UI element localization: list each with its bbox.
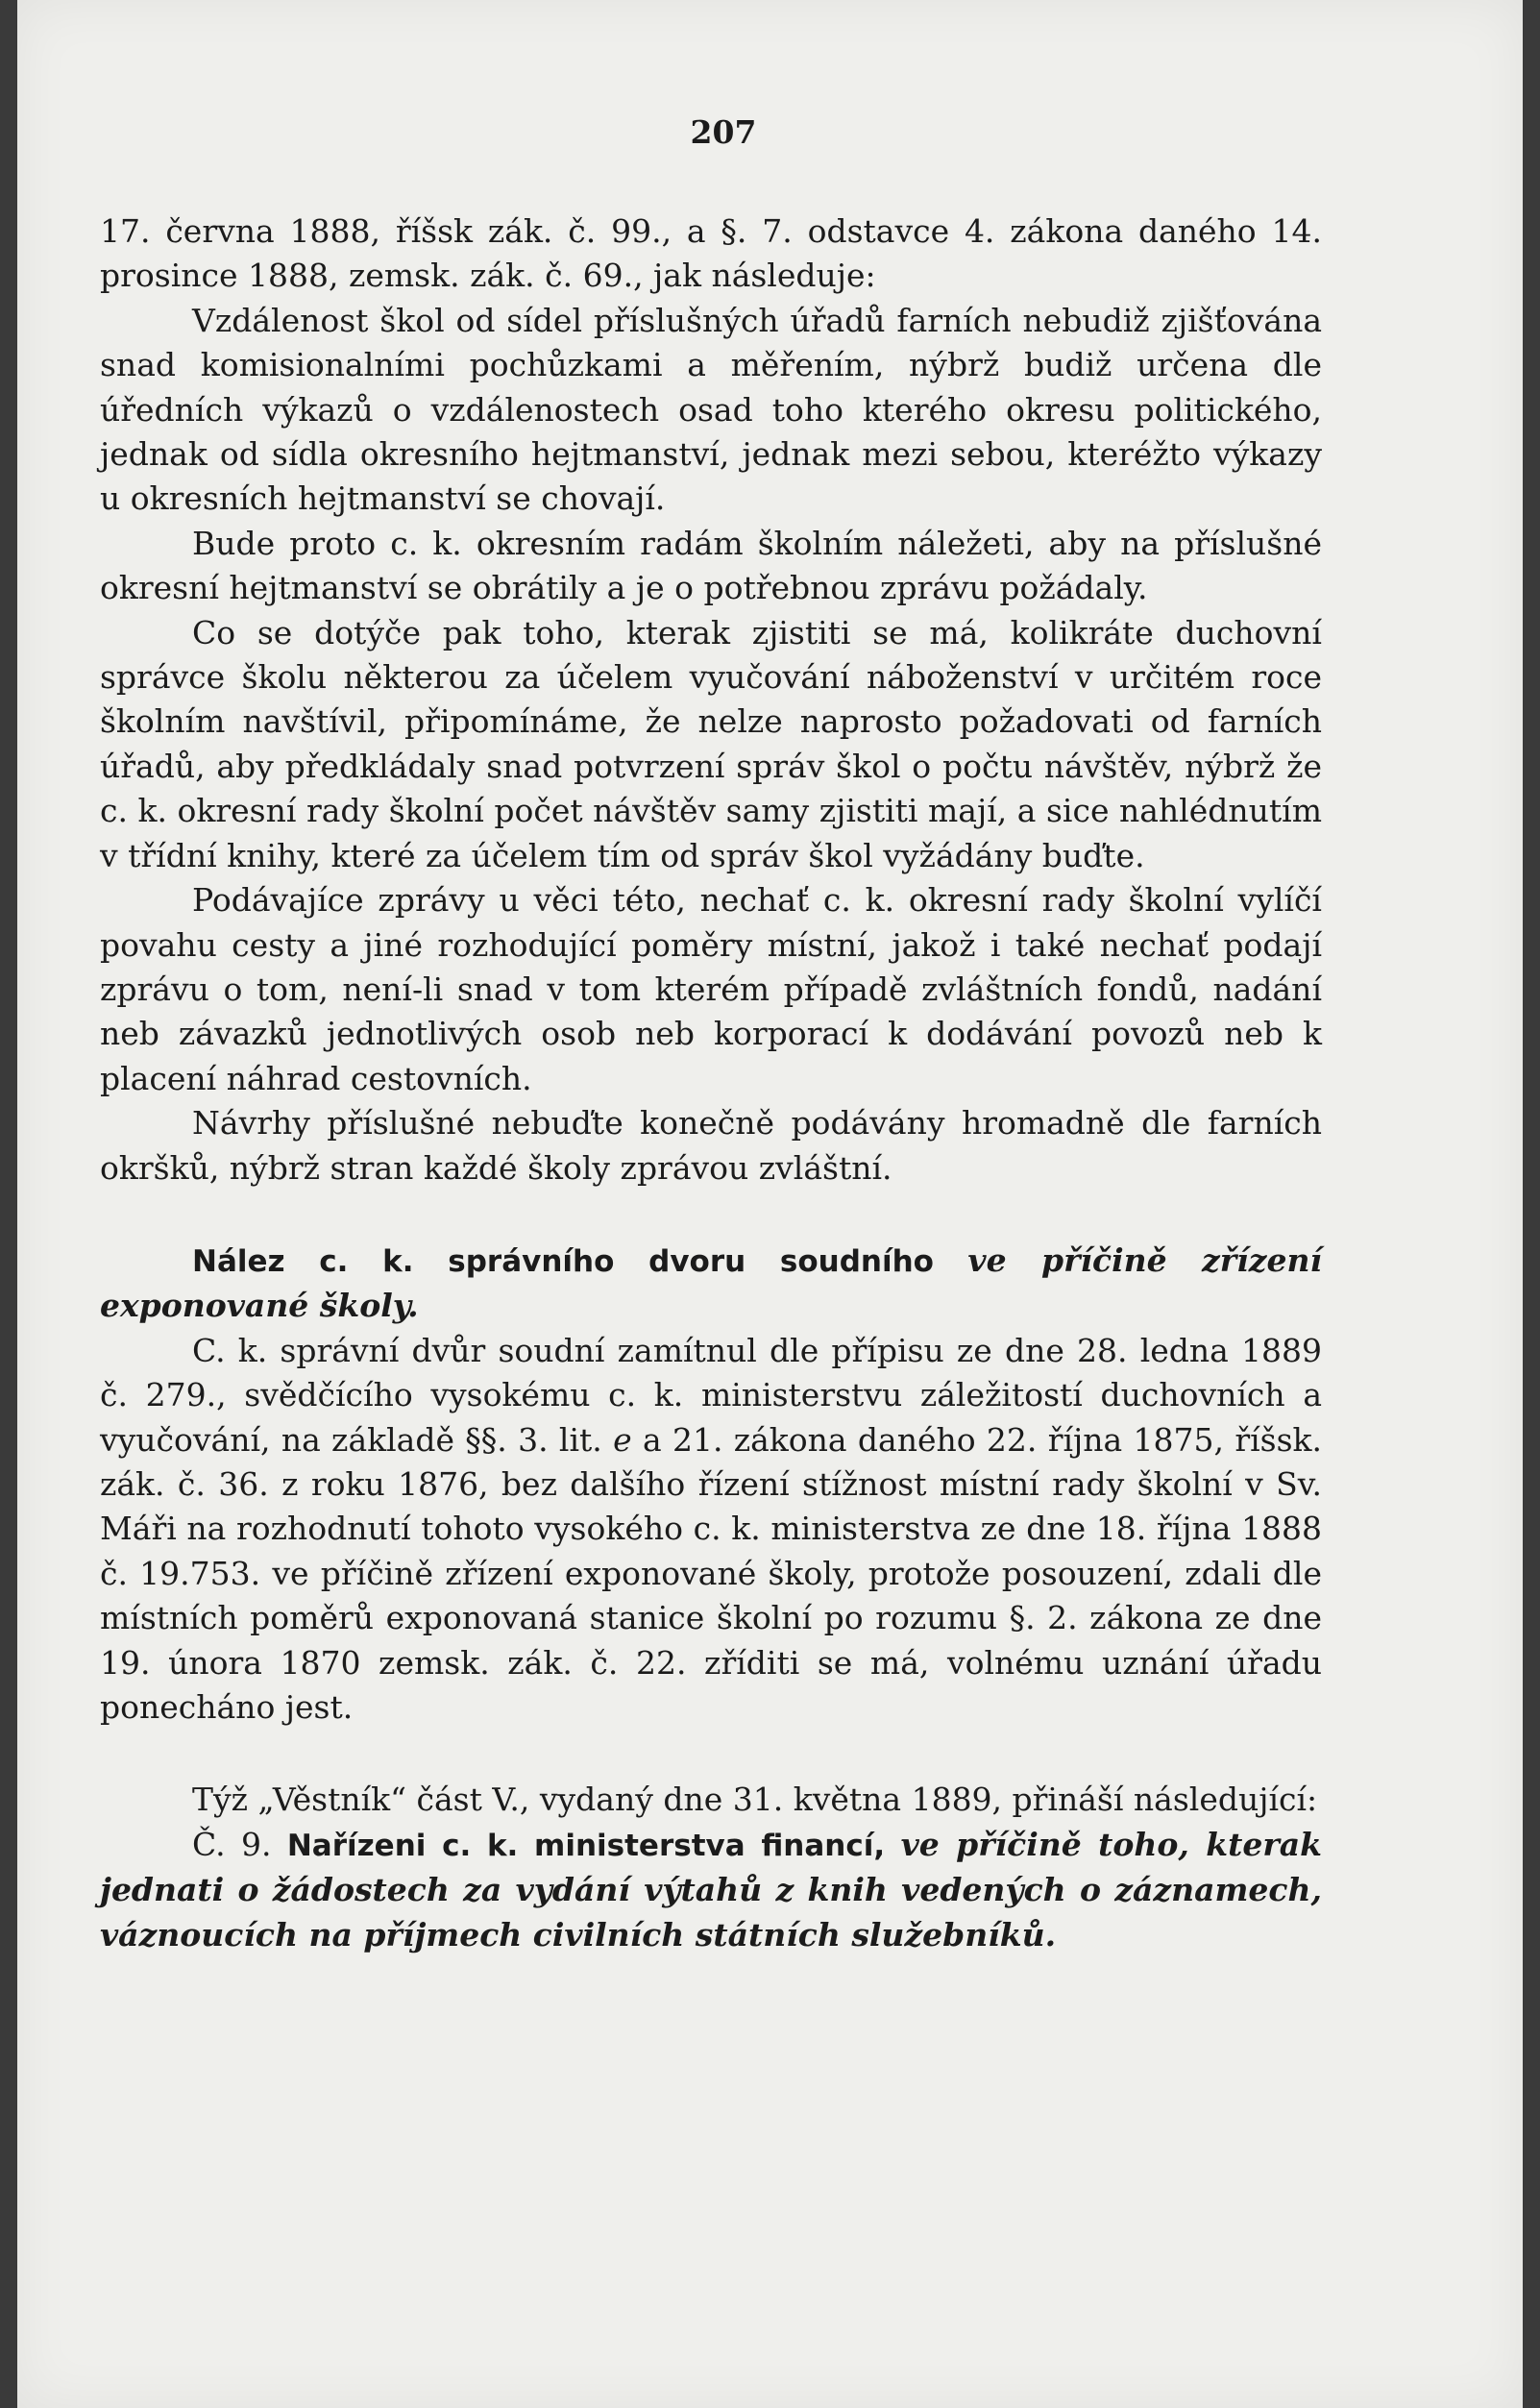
text-segment: a 21. zákona daného 22. října 1875, říšsk. zák. č. 36. z roku 1876, bez dalšího řízení stížnost místní rady školní v Sv. Máři na rozhodnutí tohoto vysokého c. k. ministerstva ze dne 18. října 1888 č. 19.753. ve příčině zřízení exponované školy, protože posouzení, zdali dle místních poměrů exponovaná stanice školní po rozumu §. 2. zákona ze dne 19. února 1870 zemsk. zák. č. 22. zříditi se má, volnému uznání úřadu ponecháno jest. (100, 1420, 1323, 1726)
heading-bold-text: Nález c. k. správního dvoru soudního (192, 1243, 934, 1279)
heading-italic-text: ve příčině toho, kterak jednati o žádostech za vydání výtahů z knih vedených o záznamech, váznoucích na příjmech civilních státních služebníků. (100, 1825, 1323, 1953)
section-heading (100, 1239, 1322, 1329)
paragraph (100, 1329, 1322, 1731)
paragraph: 17. června 1888, říšsk zák. č. 99., a §. 7. odstavce 4. zákona daného 14. prosince 1888, zemsk. zák. č. 69., jak následuje: (100, 212, 1322, 295)
page-number: 207 (690, 113, 757, 151)
paragraph: Co se dotýče pak toho, kterak zjistiti se má, kolikráte duchovní správce školu některou za účelem vyučování náboženství v určitém roce školním navštívil, připomínáme, že nelze naprosto požadovati od farních úřadů, aby předkládaly snad potvrzení správ škol o počtu návštěv, nýbrž že c. k. okresní rady školní počet návštěv samy zjistiti mají, a sice nahlédnutím v třídní knihy, které za účelem tím od správ škol vyžádány buďte. (100, 613, 1322, 874)
section-heading (100, 1823, 1322, 1957)
paragraph: Týž „Věstník“ část V., vydaný dne 31. května 1889, přináší následující: (192, 1781, 1318, 1819)
paragraph: Podávajíce zprávy u věci této, nechať c. k. okresní rady školní vylíčí povahu cesty a jiné rozhodující poměry místní, jakož i také nechať podají zprávu o tom, není-li snad v tom kterém případě zvláštních fondů, nadání neb závazků jednotlivých osob neb korporací k dodávání povozů neb k placení náhrad cestovních. (100, 881, 1322, 1097)
paragraph: Vzdálenost škol od sídel příslušných úřadů farních nebudiž zjišťována snad komisionalními pochůzkami a měřením, nýbrž budiž určena dle úředních výkazů o vzdálenostech osad toho kterého okresu politického, jednak od sídla okresního hejtmanství, jednak mezi sebou, kteréžto výkazy u okresních hejtmanství se chovají. (100, 301, 1322, 518)
heading-bold-text: Nařízeni c. k. ministerstva financí, (286, 1828, 886, 1863)
document-body (100, 209, 1322, 1957)
document-page (17, 0, 1523, 2408)
paragraph: Návrhy příslušné nebuďte konečně podávány hromadně dle farních okršků, nýbrž stran každé školy zprávou zvláštní. (100, 1104, 1322, 1187)
text-segment: C. k. správní dvůr soudní zamítnul dle přípisu ze dne 28. ledna 1889 č. 279., svědčícího vysokému c. k. ministerstvu záležitostí duchovních a vyučování, na základě §§. 3. lit. (100, 1331, 1322, 1459)
text-segment-italic: e (613, 1420, 632, 1459)
spacer (100, 1730, 1322, 1778)
decree-number: Č. 9. (192, 1825, 272, 1863)
heading-italic-text: ve příčině zřízení exponované školy. (100, 1241, 1322, 1325)
paragraph: Bude proto c. k. okresním radám školním náležeti, aby na příslušné okresní hejtmanství se obrátily a je o potřebnou zprávu požádaly. (100, 524, 1322, 607)
